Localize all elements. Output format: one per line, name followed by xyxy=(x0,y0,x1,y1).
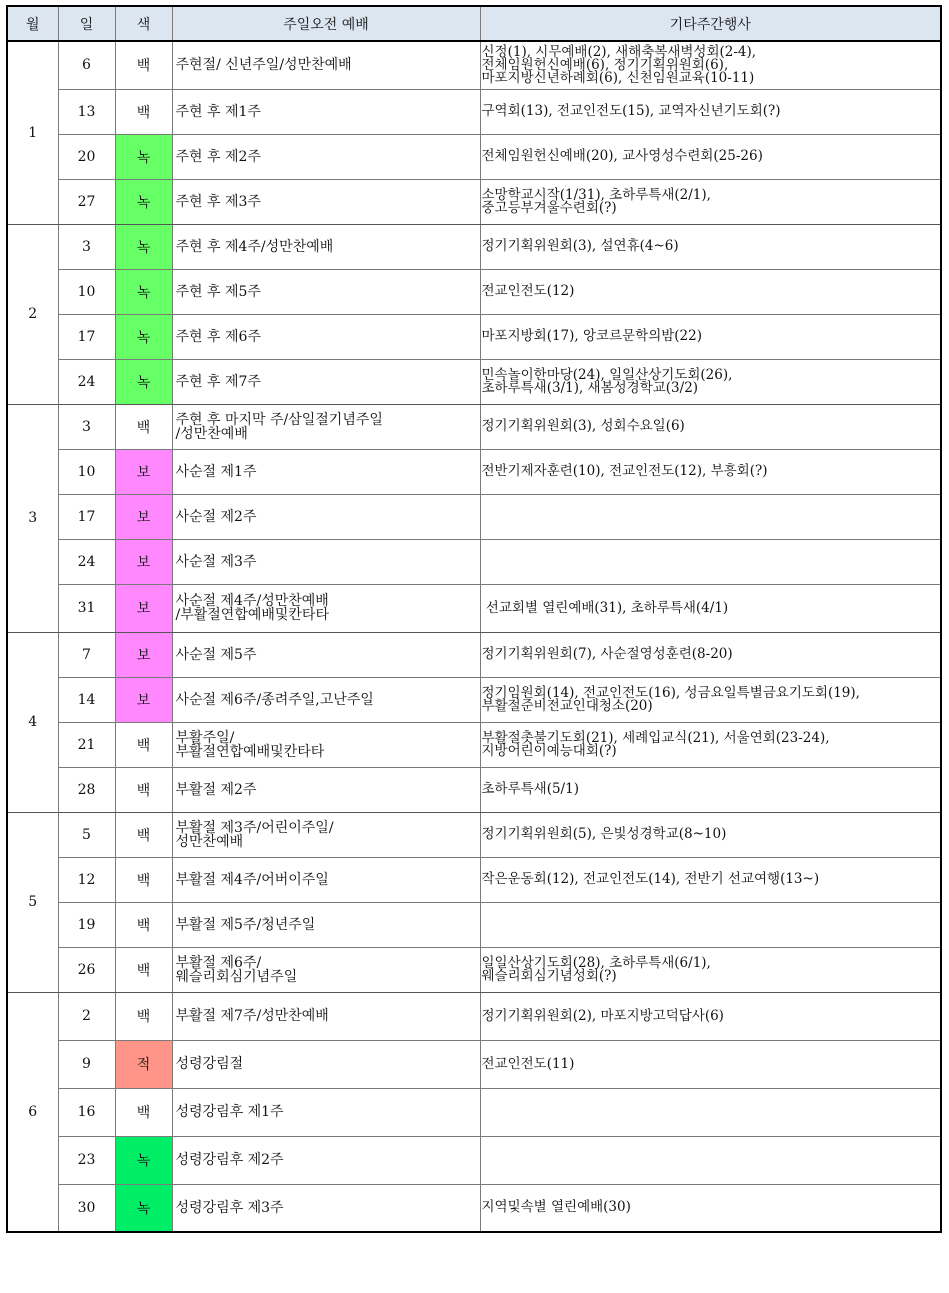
month-cell: 6 xyxy=(7,992,58,1232)
liturgical-color-cell: 녹 xyxy=(115,314,172,359)
event-line: 신정(1), 시무예배(2), 새해축복새벽성회(2-4), xyxy=(481,43,757,60)
events-cell xyxy=(480,767,941,812)
table-row xyxy=(7,1040,941,1088)
service-line: 성령강림후 제2주 xyxy=(175,1152,284,1168)
header-events: 기타주간행사 xyxy=(480,6,941,41)
table-row xyxy=(7,1088,941,1136)
service-line: 주현 후 제6주 xyxy=(175,328,261,345)
service-line: 부활절연합예배및칸타타 xyxy=(175,743,325,760)
event-line: 초하루특새(5/1) xyxy=(481,781,579,797)
events-cell xyxy=(480,1088,941,1136)
day-cell: 10 xyxy=(58,449,115,494)
service-line: 성령강림후 제1주 xyxy=(175,1104,284,1120)
event-line: 정기기획위원회(3), 성회수요일(6) xyxy=(481,418,685,434)
day-cell: 10 xyxy=(58,269,115,314)
liturgical-color-cell: 보 xyxy=(115,449,172,494)
event-line: 전반기제자훈련(10), 전교인전도(12), 부흥회(?) xyxy=(481,463,768,479)
event-line: 선교회별 열린예배(31), 초하루특새(4/1) xyxy=(481,599,729,616)
service-cell xyxy=(172,134,480,179)
table-row xyxy=(7,677,941,722)
month-cell: 4 xyxy=(7,632,58,812)
day-cell: 3 xyxy=(58,404,115,449)
liturgical-color-cell: 백 xyxy=(115,722,172,767)
liturgical-color-cell: 백 xyxy=(115,89,172,134)
day-cell: 2 xyxy=(58,992,115,1040)
service-line: 주현 후 제5주 xyxy=(175,283,261,300)
day-cell: 14 xyxy=(58,677,115,722)
table-row xyxy=(7,1184,941,1232)
day-cell: 30 xyxy=(58,1184,115,1232)
service-cell xyxy=(172,539,480,584)
service-cell xyxy=(172,224,480,269)
table-row xyxy=(7,812,941,857)
events-cell xyxy=(480,41,941,89)
day-cell: 27 xyxy=(58,179,115,224)
table-row xyxy=(7,224,941,269)
service-line: 사순절 제2주 xyxy=(175,508,257,525)
event-line: 부활절준비전교인대청소(20) xyxy=(481,697,653,714)
service-line: 주현절/ 신년주일/성만찬예배 xyxy=(175,57,352,74)
liturgical-color-cell: 녹 xyxy=(115,359,172,404)
service-line: 주현 후 제1주 xyxy=(175,103,261,120)
service-line: 주현 후 제4주/성만찬예배 xyxy=(175,238,334,255)
event-line: 작은운동회(12), 전교인전도(14), 전반기 선교여행(13~) xyxy=(481,871,820,887)
service-cell xyxy=(172,812,480,857)
event-line: 정기기획위원회(7), 사순절영성훈련(8-20) xyxy=(481,646,733,662)
service-line: 부활절 제6주/ xyxy=(175,954,262,971)
events-cell xyxy=(480,134,941,179)
table-row xyxy=(7,767,941,812)
events-cell xyxy=(480,902,941,947)
service-cell xyxy=(172,767,480,812)
events-cell xyxy=(480,269,941,314)
day-cell: 16 xyxy=(58,1088,115,1136)
liturgical-color-cell: 백 xyxy=(115,812,172,857)
service-line: 사순절 제5주 xyxy=(175,646,257,663)
events-cell xyxy=(480,314,941,359)
table-row xyxy=(7,947,941,992)
table-row xyxy=(7,902,941,947)
liturgical-color-cell: 보 xyxy=(115,494,172,539)
service-cell xyxy=(172,1136,480,1184)
service-line: 성령강림후 제3주 xyxy=(175,1199,284,1216)
service-cell xyxy=(172,632,480,677)
liturgical-color-cell: 보 xyxy=(115,584,172,632)
liturgical-color-cell: 녹 xyxy=(115,1184,172,1232)
service-line: 주현 후 제7주 xyxy=(175,373,261,390)
event-line: 민속놀이한마당(24), 일일산상기도회(26), xyxy=(481,366,733,383)
worship-calendar-table xyxy=(6,5,942,1233)
table-row xyxy=(7,992,941,1040)
liturgical-color-cell: 녹 xyxy=(115,269,172,314)
service-cell xyxy=(172,404,480,449)
table-row xyxy=(7,449,941,494)
liturgical-color-cell: 보 xyxy=(115,632,172,677)
table-row xyxy=(7,539,941,584)
day-cell: 3 xyxy=(58,224,115,269)
day-cell: 28 xyxy=(58,767,115,812)
table-row xyxy=(7,134,941,179)
month-cell: 3 xyxy=(7,404,58,632)
service-cell xyxy=(172,359,480,404)
events-cell xyxy=(480,224,941,269)
service-cell xyxy=(172,902,480,947)
table-row xyxy=(7,359,941,404)
events-cell xyxy=(480,1184,941,1232)
liturgical-color-cell: 녹 xyxy=(115,1136,172,1184)
day-cell: 31 xyxy=(58,584,115,632)
liturgical-color-cell: 녹 xyxy=(115,179,172,224)
event-line: 일일산상기도회(28), 초하루특새(6/1), xyxy=(481,954,711,971)
liturgical-color-cell: 보 xyxy=(115,677,172,722)
service-cell xyxy=(172,722,480,767)
header-service: 주일오전 예배 xyxy=(172,6,480,41)
event-line: 지역및속별 열린예배(30) xyxy=(481,1199,631,1216)
service-line: 부활절 제3주/어린이주일/ xyxy=(175,819,334,836)
event-line: 부활절촛불기도회(21), 세례입교식(21), 서울연회(23-24), xyxy=(481,729,830,746)
service-cell xyxy=(172,1040,480,1088)
events-cell xyxy=(480,812,941,857)
day-cell: 23 xyxy=(58,1136,115,1184)
event-line: 마포지방신년하례회(6), 신천임원교육(10-11) xyxy=(481,69,755,86)
event-line: 전체임원헌신예배(20), 교사영성수련회(25-26) xyxy=(481,148,763,164)
day-cell: 19 xyxy=(58,902,115,947)
service-line: 사순절 제6주/종려주일,고난주일 xyxy=(175,691,374,708)
events-cell xyxy=(480,584,941,632)
table-row xyxy=(7,1136,941,1184)
event-line: 정기기획위원회(5), 은빛성경학교(8~10) xyxy=(481,826,727,842)
service-line: 성만찬예배 xyxy=(175,833,244,850)
service-cell xyxy=(172,677,480,722)
liturgical-color-cell: 백 xyxy=(115,767,172,812)
service-line: 주현 후 마지막 주/삼일절기념주일 xyxy=(175,411,383,428)
events-cell xyxy=(480,677,941,722)
table-row xyxy=(7,494,941,539)
service-cell xyxy=(172,584,480,632)
service-line: 주현 후 제2주 xyxy=(175,148,261,165)
service-line: 웨슬리회심기념주일 xyxy=(175,968,298,985)
service-cell xyxy=(172,179,480,224)
events-cell xyxy=(480,359,941,404)
day-cell: 17 xyxy=(58,314,115,359)
table-row xyxy=(7,179,941,224)
event-line: 초하루특새(3/1), 새봄성경학교(3/2) xyxy=(481,379,699,396)
events-cell xyxy=(480,992,941,1040)
events-cell xyxy=(480,947,941,992)
service-cell xyxy=(172,1088,480,1136)
service-line: 부활절 제4주/어버이주일 xyxy=(175,871,329,888)
header-day: 일 xyxy=(58,6,115,41)
service-cell xyxy=(172,494,480,539)
day-cell: 20 xyxy=(58,134,115,179)
event-line: 정기임원회(14), 전교인전도(16), 성금요일특별금요기도회(19), xyxy=(481,684,860,701)
day-cell: 6 xyxy=(58,41,115,89)
service-cell xyxy=(172,857,480,902)
day-cell: 5 xyxy=(58,812,115,857)
events-cell xyxy=(480,1136,941,1184)
table-row xyxy=(7,404,941,449)
event-line: 웨슬리회심기념성회(?) xyxy=(481,967,617,984)
events-cell xyxy=(480,632,941,677)
liturgical-color-cell: 적 xyxy=(115,1040,172,1088)
liturgical-color-cell: 백 xyxy=(115,41,172,89)
table-row xyxy=(7,857,941,902)
month-cell: 2 xyxy=(7,224,58,404)
liturgical-color-cell: 백 xyxy=(115,947,172,992)
event-line: 전체임원헌신예배(6), 정기기획위원회(6), xyxy=(481,56,729,73)
service-line: 성령강림절 xyxy=(175,1056,244,1072)
day-cell: 13 xyxy=(58,89,115,134)
table-row xyxy=(7,632,941,677)
service-line: 주현 후 제3주 xyxy=(175,193,261,210)
events-cell xyxy=(480,89,941,134)
table-row xyxy=(7,89,941,134)
event-line: 소망학교시작(1/31), 초하루특새(2/1), xyxy=(481,186,711,203)
events-cell xyxy=(480,1040,941,1088)
liturgical-color-cell: 백 xyxy=(115,404,172,449)
events-cell xyxy=(480,722,941,767)
liturgical-color-cell: 녹 xyxy=(115,134,172,179)
events-cell xyxy=(480,857,941,902)
event-line: 중고등부겨울수련회(?) xyxy=(481,199,617,216)
service-line: /성만찬예배 xyxy=(175,425,248,442)
month-cell: 5 xyxy=(7,812,58,992)
liturgical-color-cell: 녹 xyxy=(115,224,172,269)
service-line: /부활절연합예배및칸타타 xyxy=(175,607,329,623)
day-cell: 17 xyxy=(58,494,115,539)
liturgical-color-cell: 백 xyxy=(115,902,172,947)
liturgical-color-cell: 백 xyxy=(115,857,172,902)
day-cell: 21 xyxy=(58,722,115,767)
day-cell: 7 xyxy=(58,632,115,677)
header-color: 색 xyxy=(115,6,172,41)
events-cell xyxy=(480,404,941,449)
day-cell: 24 xyxy=(58,359,115,404)
day-cell: 26 xyxy=(58,947,115,992)
service-line: 사순절 제3주 xyxy=(175,553,257,570)
liturgical-color-cell: 보 xyxy=(115,539,172,584)
table-row xyxy=(7,584,941,632)
service-line: 부활주일/ xyxy=(175,729,235,746)
liturgical-color-cell: 백 xyxy=(115,1088,172,1136)
events-cell xyxy=(480,179,941,224)
month-cell: 1 xyxy=(7,41,58,224)
table-row xyxy=(7,314,941,359)
service-line: 사순절 제1주 xyxy=(175,463,257,480)
events-cell xyxy=(480,494,941,539)
table-header xyxy=(7,6,941,41)
events-cell xyxy=(480,539,941,584)
service-cell xyxy=(172,314,480,359)
event-line: 마포지방회(17), 앙코르문학의밤(22) xyxy=(481,328,702,344)
service-cell xyxy=(172,1184,480,1232)
service-line: 사순절 제4주/성만찬예배 xyxy=(175,593,329,609)
service-cell xyxy=(172,449,480,494)
liturgical-color-cell: 백 xyxy=(115,992,172,1040)
service-cell xyxy=(172,41,480,89)
table-body xyxy=(7,41,941,1232)
service-line: 부활절 제2주 xyxy=(175,781,257,798)
event-line: 전교인전도(11) xyxy=(481,1055,575,1072)
day-cell: 24 xyxy=(58,539,115,584)
table-row xyxy=(7,41,941,89)
service-line: 부활절 제5주/청년주일 xyxy=(175,916,316,933)
event-line: 지방어린이예능대회(?) xyxy=(481,742,617,759)
events-cell xyxy=(480,449,941,494)
event-line: 전교인전도(12) xyxy=(481,283,575,299)
header-month: 월 xyxy=(7,6,58,41)
day-cell: 12 xyxy=(58,857,115,902)
event-line: 정기기획위원회(3), 설연휴(4~6) xyxy=(481,238,679,254)
event-line: 구역회(13), 전교인전도(15), 교역자신년기도회(?) xyxy=(481,103,781,119)
service-cell xyxy=(172,947,480,992)
service-cell xyxy=(172,269,480,314)
service-cell xyxy=(172,89,480,134)
day-cell: 9 xyxy=(58,1040,115,1088)
service-cell xyxy=(172,992,480,1040)
service-line: 부활절 제7주/성만찬예배 xyxy=(175,1008,329,1024)
event-line: 정기기획위원회(2), 마포지방고덕답사(6) xyxy=(481,1007,724,1024)
table-row xyxy=(7,722,941,767)
table-row xyxy=(7,269,941,314)
